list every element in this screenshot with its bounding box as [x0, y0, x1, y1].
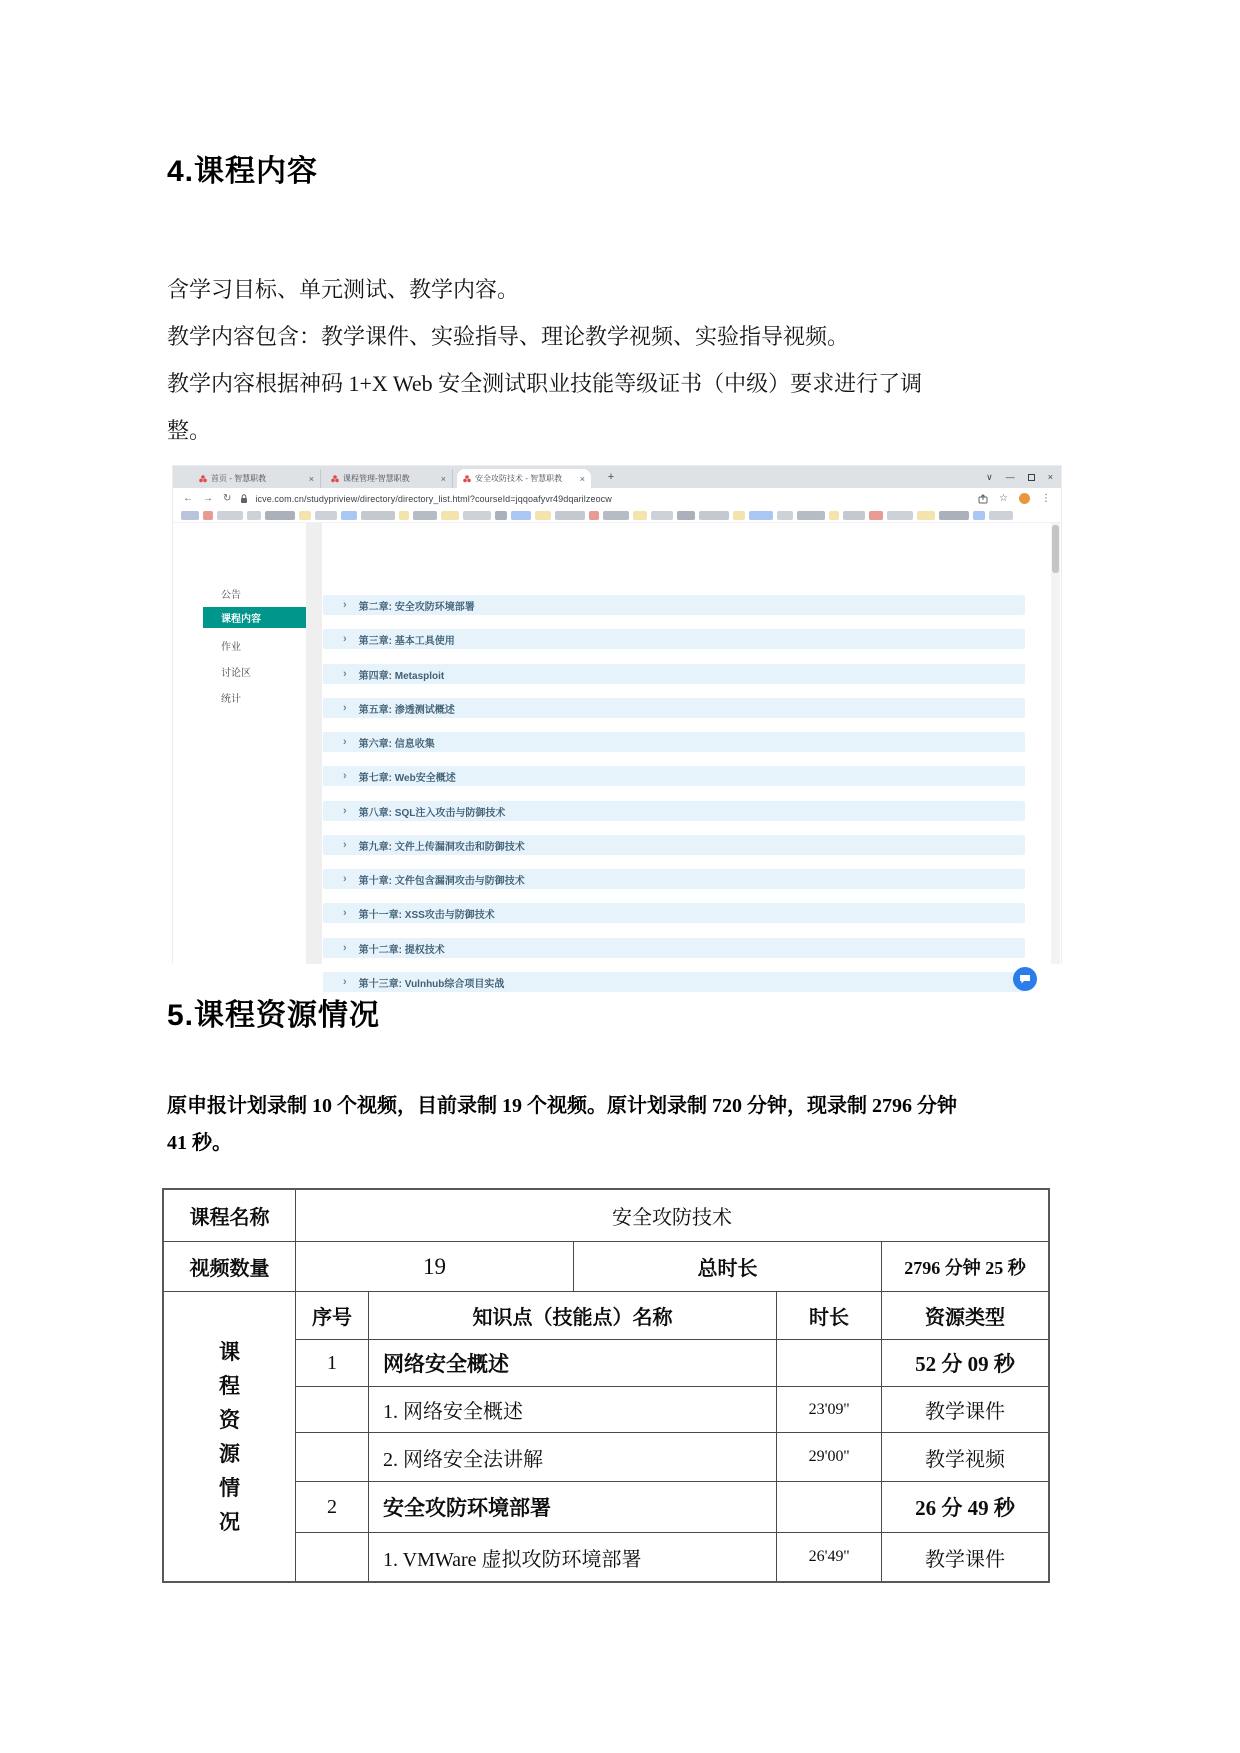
bookmark-blur-box: [247, 511, 261, 520]
scrollbar[interactable]: [1051, 523, 1060, 964]
summary-line: 原申报计划录制 10 个视频，目前录制 19 个视频。原计划录制 720 分钟，现录制 2796 分钟: [167, 1095, 957, 1117]
header-name: 知识点（技能点）名称: [369, 1292, 777, 1339]
tab-title: 安全攻防技术 - 智慧职教: [475, 474, 563, 483]
chevron-right-icon: ›: [343, 873, 347, 885]
chevron-right-icon: ›: [343, 839, 347, 851]
tab-close-icon[interactable]: ×: [579, 473, 585, 484]
bookmark-blur-box: [699, 511, 729, 520]
browser-menu-icon[interactable]: ⋮: [1041, 493, 1051, 504]
icve-favicon-icon: [199, 475, 207, 483]
chevron-right-icon: ›: [343, 770, 347, 782]
bookmark-blur-box: [603, 511, 629, 520]
paragraph-line: 教学内容根据神码 1+X Web 安全测试职业技能等级证书（中级）要求进行了调: [167, 371, 923, 396]
lock-icon: [240, 494, 248, 504]
bookmark-blur-box: [203, 511, 213, 520]
bookmark-blur-box: [973, 511, 985, 520]
header-no: 序号: [296, 1292, 369, 1339]
bookmark-blur-box: [843, 511, 865, 520]
table-row: 1. 网络安全概述 23'09'' 教学课件: [296, 1387, 1048, 1433]
bookmark-blur-box: [555, 511, 585, 520]
bookmark-blur-box: [341, 511, 357, 520]
bookmark-blur-box: [361, 511, 395, 520]
bookmark-blur-box: [217, 511, 243, 520]
chapter-row[interactable]: › 第七章: Web安全概述: [323, 766, 1025, 786]
bookmark-blur-box: [733, 511, 745, 520]
tab-title: 首页 - 智慧职教: [211, 474, 267, 483]
window-maximize-button[interactable]: [1028, 474, 1035, 481]
chevron-right-icon: ›: [343, 668, 347, 680]
paragraph-line: 教学内容包含：教学课件、实验指导、理论教学视频、实验指导视频。: [167, 324, 850, 349]
chat-button[interactable]: [1013, 967, 1037, 991]
bookmark-blur-box: [511, 511, 531, 520]
chapter-row[interactable]: › 第三章: 基本工具使用: [323, 629, 1025, 649]
browser-screenshot: [172, 465, 1062, 990]
table-body: [164, 1292, 1048, 1581]
chapter-row[interactable]: › 第六章: 信息收集: [323, 732, 1025, 752]
browser-tab-security-course[interactable]: [457, 469, 591, 488]
window-minimize-button[interactable]: —: [1005, 472, 1015, 482]
chapter-row[interactable]: › 第十二章: 提权技术: [323, 938, 1025, 958]
chapter-row[interactable]: › 第十一章: XSS攻击与防御技术: [323, 903, 1025, 923]
browser-tab-home[interactable]: [193, 469, 321, 488]
chapter-row[interactable]: › 第二章: 安全攻防环境部署: [323, 595, 1025, 615]
reload-icon[interactable]: ↻: [223, 493, 232, 504]
video-count-value: 19: [296, 1242, 574, 1291]
browser-address-bar: [173, 488, 1061, 509]
course-name-value: 安全攻防技术: [612, 1207, 732, 1229]
chapter-row[interactable]: › 第四章: Metasploit: [323, 664, 1025, 684]
table-row: 1 网络安全概述 52 分 09 秒: [296, 1340, 1048, 1387]
course-page-content: [173, 523, 1061, 990]
bookmark-blur-box: [265, 511, 295, 520]
section5-summary: [167, 1088, 1097, 1162]
tab-close-icon[interactable]: ×: [440, 473, 446, 484]
table-row: [164, 1190, 1048, 1242]
sidebar-item-statistics[interactable]: 统计: [221, 694, 241, 705]
header-duration: 时长: [777, 1292, 882, 1339]
chevron-right-icon: ›: [343, 805, 347, 817]
chevron-right-icon: ›: [343, 599, 347, 611]
side-label-cell: [164, 1292, 296, 1581]
side-label: 课程资源情况: [219, 1339, 240, 1534]
bookmark-blur-box: [315, 511, 337, 520]
chevron-right-icon: ›: [343, 736, 347, 748]
icve-favicon-icon: [331, 475, 339, 483]
bookmark-blur-box: [181, 511, 199, 520]
window-close-button[interactable]: ×: [1047, 472, 1053, 482]
bookmark-blur-box: [939, 511, 969, 520]
profile-avatar[interactable]: [1019, 493, 1030, 504]
bookmark-blur-box: [989, 511, 1013, 520]
summary-line: 41 秒。: [167, 1132, 232, 1154]
forward-icon[interactable]: →: [203, 493, 213, 504]
chevron-right-icon: ›: [343, 702, 347, 714]
table-row: 1. VMWare 虚拟攻防环境部署 26'49'' 教学课件: [296, 1533, 1048, 1581]
bookmark-blur-box: [495, 511, 507, 520]
video-count-label: 视频数量: [164, 1242, 296, 1291]
bookmark-blur-box: [917, 511, 935, 520]
table-row: [164, 1242, 1048, 1292]
tab-close-icon[interactable]: ×: [308, 473, 314, 484]
table-row: 2 安全攻防环境部署 26 分 49 秒: [296, 1482, 1048, 1533]
course-resource-table: [162, 1188, 1050, 1583]
browser-tab-course-mgmt[interactable]: [325, 469, 453, 488]
tab-search-icon[interactable]: ∨: [986, 471, 993, 482]
total-duration-label: 总时长: [574, 1242, 882, 1291]
bookmark-blur-box: [887, 511, 913, 520]
bookmark-star-icon[interactable]: ☆: [999, 493, 1008, 504]
scrollbar-thumb[interactable]: [1052, 525, 1059, 573]
bookmark-blur-box: [535, 511, 551, 520]
address-bar-actions: [978, 488, 1051, 509]
bookmark-blur-box: [651, 511, 673, 520]
total-duration-value: 2796 分钟 25 秒: [904, 1257, 1026, 1278]
chapter-row[interactable]: › 第十三章: Vulnhub综合项目实战: [323, 972, 1025, 992]
table-header-row: [296, 1292, 1048, 1340]
sidebar-divider: [306, 523, 322, 964]
bookmark-blur-box: [413, 511, 437, 520]
bookmark-blur-box: [463, 511, 491, 520]
window-controls: [986, 466, 1053, 488]
bookmark-blur-box: [749, 511, 773, 520]
paragraph-line: 含学习目标、单元测试、教学内容。: [167, 277, 520, 302]
bookmark-blur-box: [589, 511, 599, 520]
new-tab-button[interactable]: +: [607, 471, 615, 483]
section5-heading: 5.课程资源情况: [167, 999, 381, 1032]
bookmark-blur-box: [441, 511, 459, 520]
sidebar-item-course-content[interactable]: 课程内容: [203, 607, 306, 628]
bookmarks-blur-strip: [173, 509, 1061, 523]
share-icon[interactable]: [978, 494, 988, 504]
sidebar-item-homework[interactable]: 作业: [221, 642, 241, 653]
chevron-right-icon: ›: [343, 942, 347, 954]
chevron-right-icon: ›: [343, 976, 347, 988]
header-type: 资源类型: [925, 1307, 1005, 1329]
bookmark-blur-box: [869, 511, 883, 520]
bookmark-blur-box: [777, 511, 793, 520]
bookmark-blur-box: [829, 511, 839, 520]
chapter-row[interactable]: › 第五章: 渗透测试概述: [323, 698, 1025, 718]
bookmark-blur-box: [677, 511, 695, 520]
sidebar-item-discussion[interactable]: 讨论区: [221, 668, 251, 679]
sidebar-item-announcements[interactable]: 公告: [221, 590, 241, 601]
section4-paragraphs: [167, 266, 1097, 454]
course-name-label: 课程名称: [164, 1190, 296, 1241]
icve-favicon-icon: [463, 475, 471, 483]
chapter-row[interactable]: › 第十章: 文件包含漏洞攻击与防御技术: [323, 869, 1025, 889]
bookmark-blur-box: [633, 511, 647, 520]
chat-bubble-icon: [1019, 973, 1031, 985]
back-icon[interactable]: ←: [183, 493, 193, 504]
chapter-row[interactable]: › 第八章: SQL注入攻击与防御技术: [323, 801, 1025, 821]
chevron-right-icon: ›: [343, 633, 347, 645]
section4-heading: 4.课程内容: [167, 155, 319, 188]
bookmark-blur-box: [299, 511, 311, 520]
paragraph-line: 整。: [167, 418, 212, 443]
bookmark-blur-box: [399, 511, 409, 520]
chevron-right-icon: ›: [343, 907, 347, 919]
browser-tab-bar: [173, 466, 1061, 488]
tab-title: 课程管理-智慧职教: [343, 474, 410, 483]
table-row: 2. 网络安全法讲解 29'00'' 教学视频: [296, 1433, 1048, 1482]
url-text[interactable]: icve.com.cn/studypriview/directory/directory_list.html?courseId=jqqoafyvr49dqarilzeocw: [255, 493, 612, 504]
chapter-row[interactable]: › 第九章: 文件上传漏洞攻击和防御技术: [323, 835, 1025, 855]
bookmark-blur-box: [797, 511, 825, 520]
